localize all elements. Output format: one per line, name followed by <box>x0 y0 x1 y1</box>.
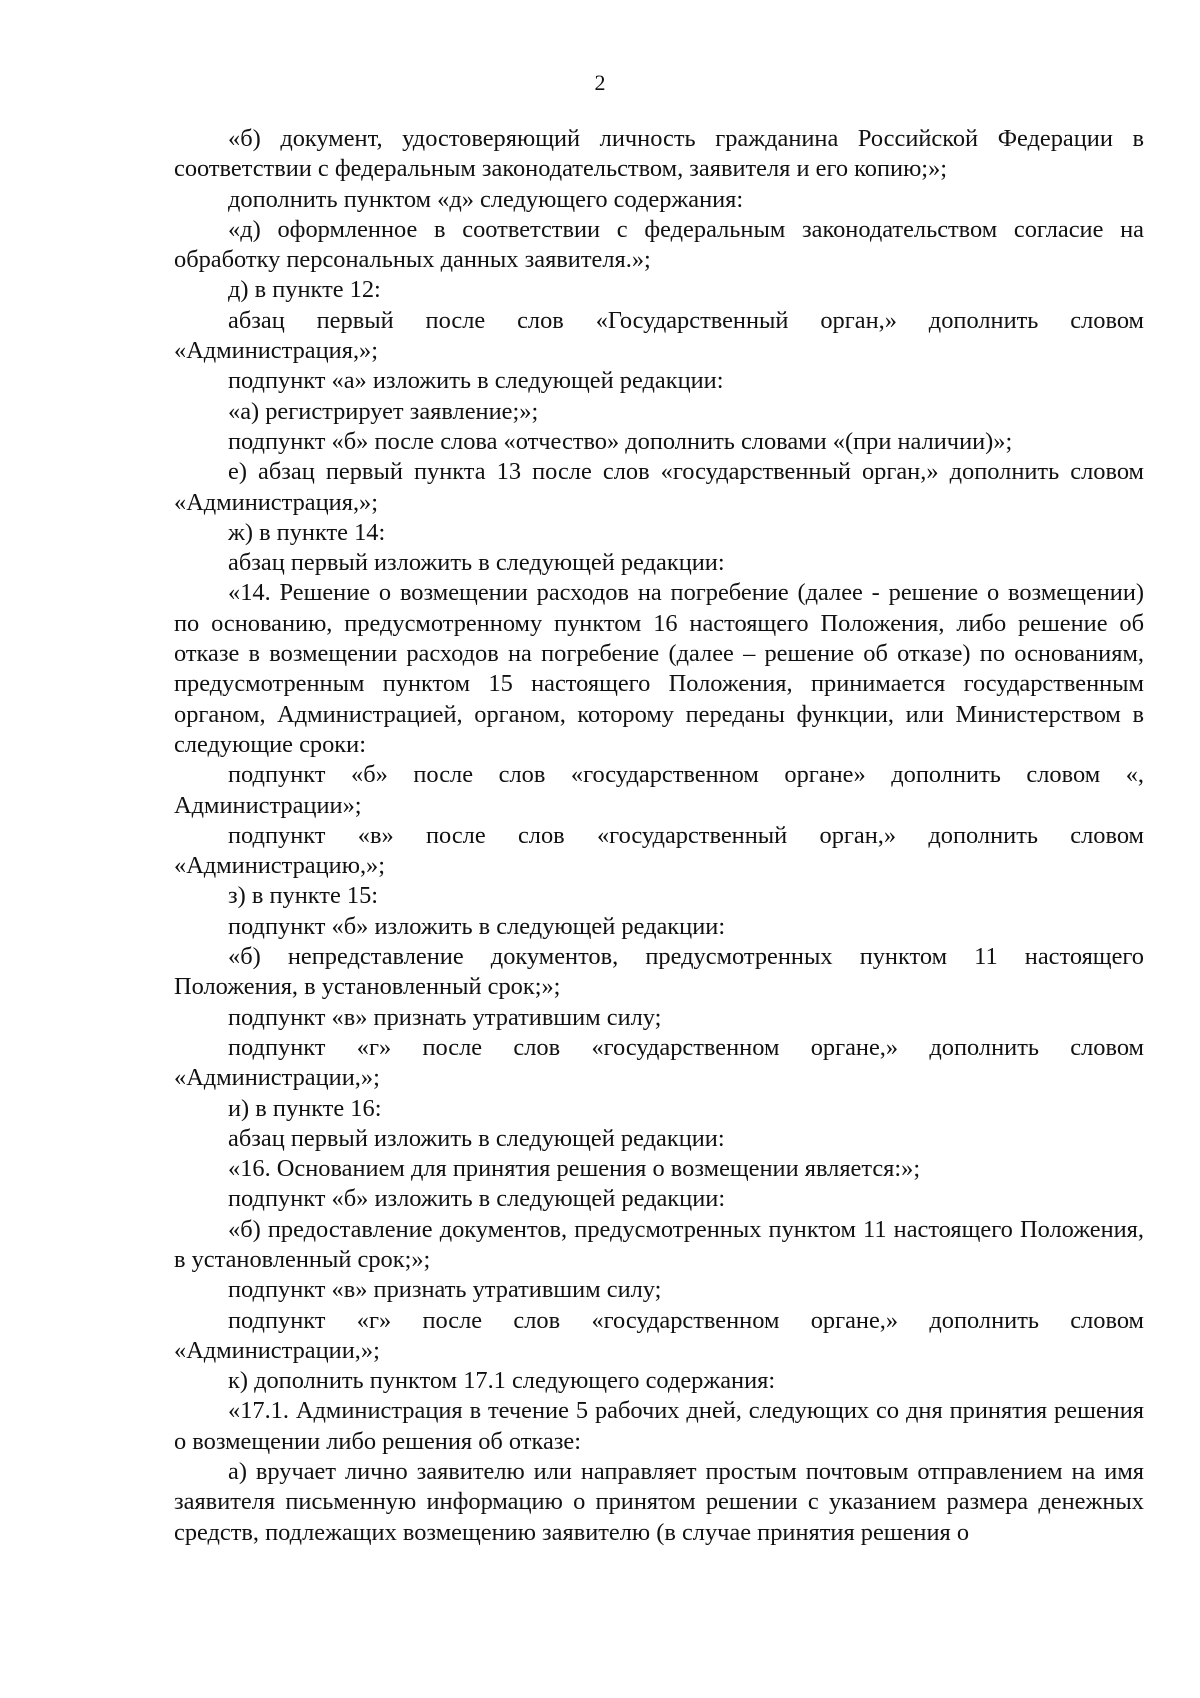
paragraph-24: «б) предоставление документов, предусмотренных пунктом 11 настоящего Положения, в установленный срок;»; <box>174 1215 1144 1273</box>
paragraph-6: подпункт «а» изложить в следующей редакции: <box>228 367 724 395</box>
paragraph-20: и) в пункте 16: <box>228 1094 382 1122</box>
paragraph-19: подпункт «г» после слов «государственном органе,» дополнить словом «Администрации,»; <box>174 1033 1144 1092</box>
paragraph-14: подпункт «в» после слов «государственный орган,» дополнить словом «Администрацию,»; <box>174 821 1144 880</box>
paragraph-18: подпункт «в» признать утратившим силу; <box>228 1003 662 1031</box>
paragraph-8: подпункт «б» после слова «отчество» дополнить словами «(при наличии)»; <box>228 427 1013 455</box>
paragraph-25: подпункт «в» признать утратившим силу; <box>228 1276 662 1304</box>
paragraph-15: з) в пункте 15: <box>228 882 379 910</box>
paragraph-1: «б) документ, удостоверяющий личность гражданина Российской Федерации в соответствии с федеральным законодательством, заявителя и его копию;»; <box>174 125 1144 183</box>
paragraph-21: абзац первый изложить в следующей редакции: <box>228 1124 725 1152</box>
paragraph-3: «д) оформленное в соответствии с федеральным законодательством согласие на обработку персональных данных заявителя.»; <box>174 215 1144 274</box>
paragraph-23: подпункт «б» изложить в следующей редакции: <box>228 1185 726 1213</box>
paragraph-22: «16. Основанием для принятия решения о возмещении является:»; <box>228 1155 921 1183</box>
paragraph-13: подпункт «б» после слов «государственном органе» дополнить словом «, Администрации»; <box>174 761 1144 819</box>
paragraph-4: д) в пункте 12: <box>228 276 381 304</box>
paragraph-7: «а) регистрирует заявление;»; <box>228 397 539 425</box>
paragraph-5: абзац первый после слов «Государственный орган,» дополнить словом «Администрация,»; <box>174 306 1144 365</box>
paragraph-16: подпункт «б» изложить в следующей редакции: <box>228 912 726 940</box>
page-number: 2 <box>594 70 606 95</box>
paragraph-28: «17.1. Администрация в течение 5 рабочих дней, следующих со дня принятия решения о возмещении либо решения об отказе: <box>174 1397 1144 1455</box>
paragraph-11: абзац первый изложить в следующей редакции: <box>228 549 725 577</box>
paragraph-12: «14. Решение о возмещении расходов на погребение (далее - решение о возмещении) по основанию, предусмотренному пунктом 16 настоящего Положения, либо решение об отказе в возмещении расходов на погребение (далее – решение об отказе) по основаниям, предусмотренным пунктом 15 настоящего Положения, принимается государственным органом, Администрацией, органом, которому переданы функции, или Министерством в следующие сроки: <box>174 579 1144 758</box>
document-body <box>174 124 1144 1548</box>
paragraph-17: «б) непредставление документов, предусмотренных пунктом 11 настоящего Положения, в установленный срок;»; <box>174 943 1144 1001</box>
paragraph-10: ж) в пункте 14: <box>228 518 386 546</box>
paragraph-26: подпункт «г» после слов «государственном органе,» дополнить словом «Администрации,»; <box>174 1306 1144 1364</box>
paragraph-2: дополнить пунктом «д» следующего содержания: <box>228 185 744 213</box>
paragraph-27: к) дополнить пунктом 17.1 следующего содержания: <box>228 1367 776 1395</box>
paragraph-29: а) вручает лично заявителю или направляет простым почтовым отправлением на имя заявителя письменную информацию о принятом решении с указанием размера денежных средств, подлежащих возмещению заявителю (в случае принятия решения о <box>174 1458 1144 1546</box>
paragraph-9: е) абзац первый пункта 13 после слов «государственный орган,» дополнить словом «Администрация,»; <box>174 458 1144 516</box>
